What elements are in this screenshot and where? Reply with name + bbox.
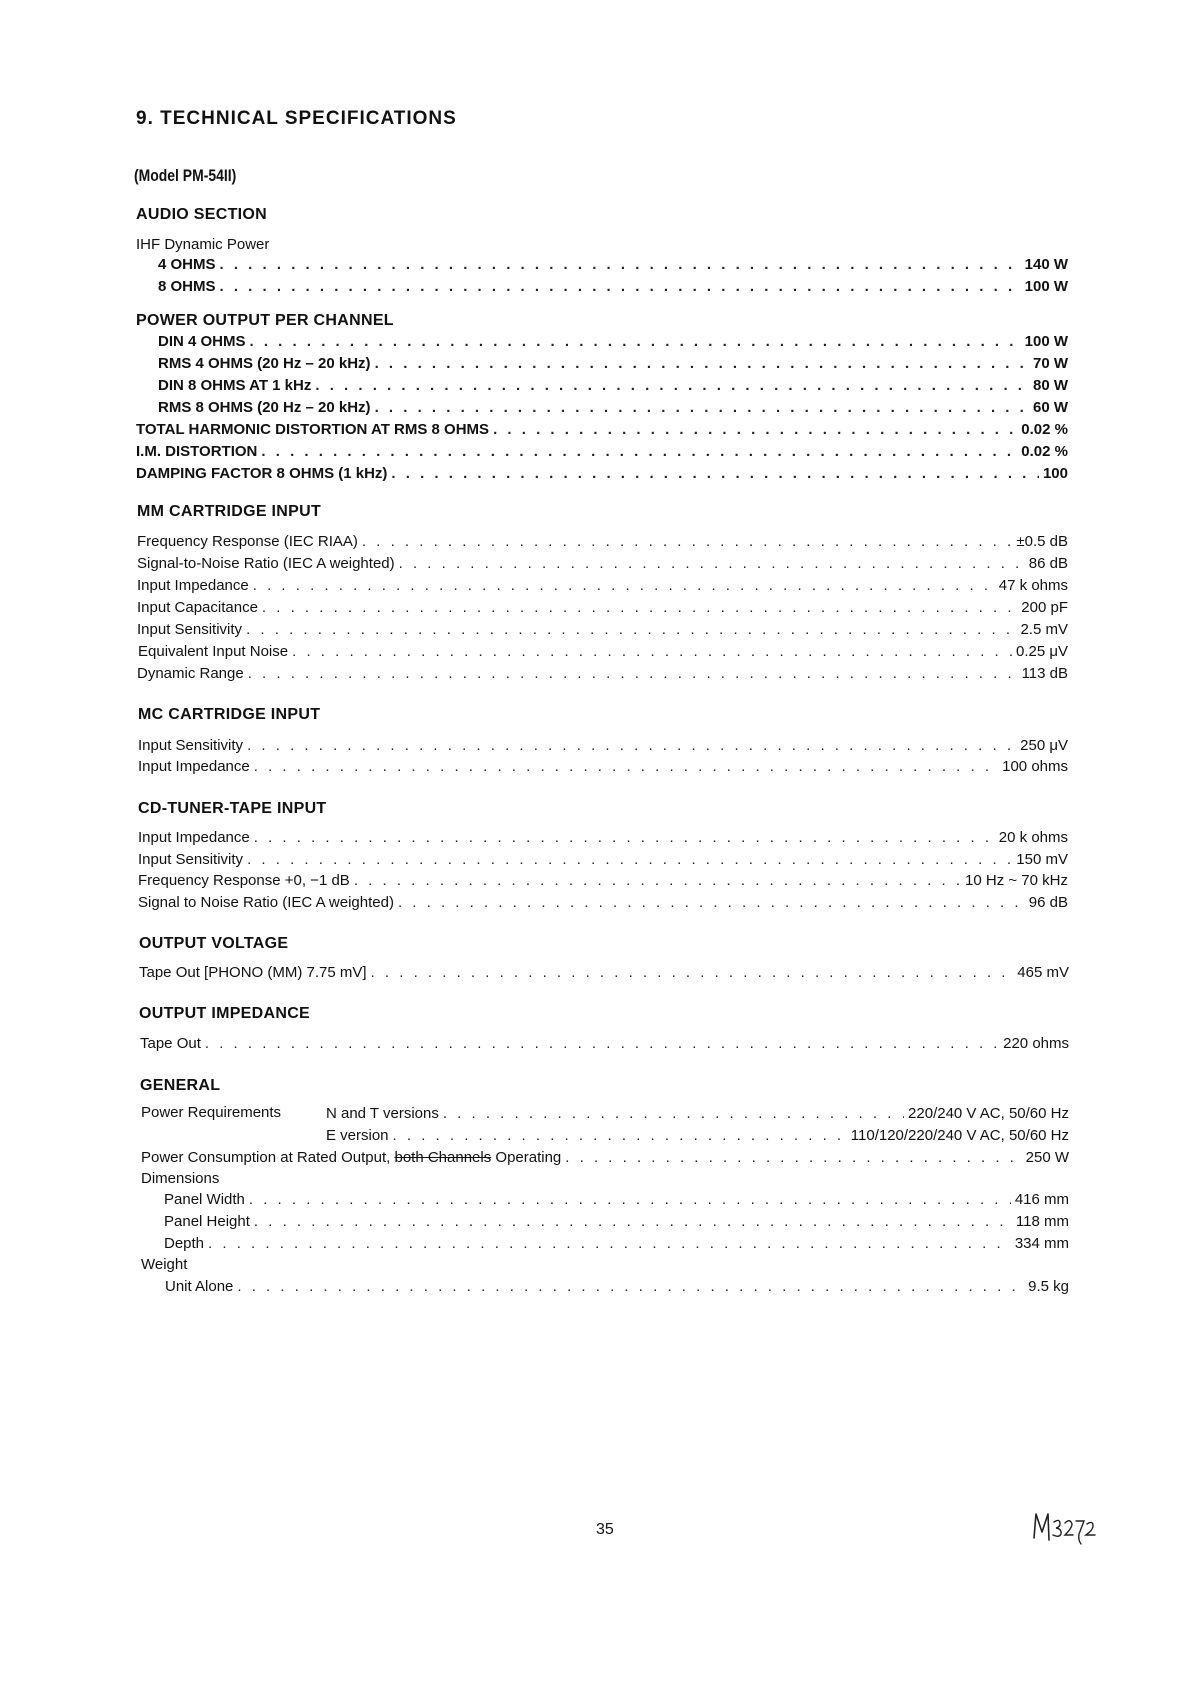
leader-dots <box>375 398 1029 418</box>
spec-value: 150 mV <box>1016 851 1068 868</box>
leader-dots <box>261 442 1017 462</box>
spec-label: Input Impedance <box>138 829 250 846</box>
leader-dots <box>292 642 1012 662</box>
leader-dots <box>247 736 1016 756</box>
leader-dots <box>246 620 1016 640</box>
leader-dots <box>393 1126 847 1146</box>
spec-label: Input Impedance <box>137 577 249 594</box>
spec-row <box>138 893 1068 913</box>
dimensions-label: Dimensions <box>141 1170 220 1187</box>
leader-dots <box>237 1277 1024 1297</box>
leader-dots <box>247 850 1012 870</box>
spec-value: 140 W <box>1024 256 1068 273</box>
spec-row <box>137 576 1068 596</box>
ihf-label: IHF Dynamic Power <box>136 236 270 253</box>
spec-value: 250 μV <box>1020 737 1068 754</box>
spec-value: 200 pF <box>1021 599 1068 616</box>
spec-row <box>137 598 1068 618</box>
cd-input-heading: CD-TUNER-TAPE INPUT <box>138 800 327 817</box>
leader-dots <box>398 893 1025 913</box>
spec-value: 110/120/220/240 V AC, 50/60 Hz <box>850 1127 1069 1144</box>
spec-value: 250 W <box>1025 1149 1069 1166</box>
spec-label: Depth <box>164 1235 205 1252</box>
spec-row <box>138 828 1068 848</box>
spec-value: 47 k ohms <box>998 577 1068 594</box>
leader-dots <box>371 963 1014 983</box>
leader-dots <box>362 532 1012 552</box>
spec-row <box>158 376 1068 396</box>
leader-dots <box>250 332 1021 352</box>
spec-label: Signal-to-Noise Ratio (IEC A weighted) <box>137 555 395 572</box>
spec-value: ±0.5 dB <box>1016 533 1068 550</box>
spec-value: 0.25 μV <box>1015 643 1068 660</box>
spec-row <box>158 332 1068 352</box>
spec-value: 100 <box>1042 465 1068 482</box>
leader-dots <box>493 420 1017 440</box>
spec-row <box>138 871 1068 891</box>
mc-input-heading: MC CARTRIDGE INPUT <box>138 706 321 723</box>
spec-label: Dynamic Range <box>137 665 244 682</box>
spec-value: 2.5 mV <box>1020 621 1068 638</box>
spec-label: Input Impedance <box>138 758 250 775</box>
spec-label: 8 OHMS <box>158 278 216 295</box>
spec-label: Equivalent Input Noise <box>138 643 289 660</box>
spec-row <box>137 620 1068 640</box>
spec-value: 220 ohms <box>1003 1035 1069 1052</box>
spec-value: 118 mm <box>1015 1213 1069 1230</box>
spec-label: DAMPING FACTOR 8 OHMS (1 kHz) <box>136 465 388 482</box>
spec-label: Panel Width <box>164 1191 245 1208</box>
spec-row <box>139 963 1069 983</box>
spec-value: 465 mV <box>1017 964 1069 981</box>
leader-dots <box>375 354 1029 374</box>
spec-row <box>137 532 1068 552</box>
leader-dots <box>262 598 1017 618</box>
spec-row <box>165 1277 1069 1297</box>
spec-value: 80 W <box>1032 377 1068 394</box>
spec-row <box>136 442 1068 462</box>
spec-label: DIN 8 OHMS AT 1 kHz <box>158 377 312 394</box>
spec-value: 334 mm <box>1014 1235 1069 1252</box>
spec-value: 20 k ohms <box>998 829 1068 846</box>
spec-label: Input Sensitivity <box>138 851 244 868</box>
spec-label: TOTAL HARMONIC DISTORTION AT RMS 8 OHMS <box>136 421 490 438</box>
leader-dots <box>254 828 995 848</box>
spec-label <box>141 1148 561 1168</box>
spec-label: Input Sensitivity <box>137 621 243 638</box>
leader-dots <box>248 664 1018 684</box>
spec-row <box>326 1126 1069 1146</box>
spec-label: Panel Height <box>164 1213 250 1230</box>
power-output-heading: POWER OUTPUT PER CHANNEL <box>136 312 394 329</box>
spec-row <box>164 1234 1069 1254</box>
spec-value: 100 W <box>1024 333 1068 350</box>
leader-dots <box>253 576 995 596</box>
spec-row <box>137 554 1068 574</box>
spec-label: Input Sensitivity <box>138 737 244 754</box>
spec-row <box>158 277 1068 297</box>
leader-dots <box>220 277 1021 297</box>
leader-dots <box>354 871 961 891</box>
spec-label: RMS 8 OHMS (20 Hz – 20 kHz) <box>158 399 371 416</box>
spec-value: 416 mm <box>1014 1191 1069 1208</box>
spec-value: 0.02 % <box>1021 443 1068 460</box>
spec-value: 96 dB <box>1028 894 1068 911</box>
leader-dots <box>254 1212 1012 1232</box>
spec-label: Signal to Noise Ratio (IEC A weighted) <box>138 894 394 911</box>
spec-row <box>138 642 1068 662</box>
audio-section-heading: AUDIO SECTION <box>136 206 268 223</box>
spec-value: 220/240 V AC, 50/60 Hz <box>908 1105 1069 1122</box>
spec-value: 0.02 % <box>1021 421 1068 438</box>
spec-label: Frequency Response +0, −1 dB <box>138 872 350 889</box>
spec-row <box>137 664 1068 684</box>
spec-label: Tape Out <box>140 1035 201 1052</box>
spec-label: E version <box>326 1127 389 1144</box>
spec-label: I.M. DISTORTION <box>136 443 258 460</box>
spec-label: RMS 4 OHMS (20 Hz – 20 kHz) <box>158 355 371 372</box>
spec-value: 70 W <box>1032 355 1068 372</box>
leader-dots <box>254 757 998 777</box>
leader-dots <box>391 464 1039 484</box>
spec-label: Tape Out [PHONO (MM) 7.75 mV] <box>139 964 367 981</box>
page-number: 35 <box>596 1521 614 1538</box>
power-requirements-label: Power Requirements <box>141 1104 282 1121</box>
spec-label: Frequency Response (IEC RIAA) <box>137 533 358 550</box>
spec-row <box>158 255 1068 275</box>
spec-row <box>136 464 1068 484</box>
consumption-suffix: Operating <box>491 1149 562 1166</box>
spec-value: 9.5 kg <box>1028 1278 1069 1295</box>
spec-row <box>138 736 1068 756</box>
spec-label: 4 OHMS <box>158 256 216 273</box>
struck-text: both Channels <box>394 1149 492 1166</box>
spec-value: 100 W <box>1024 278 1068 295</box>
model-label: (Model PM-54II) <box>134 166 237 185</box>
page-title: 9. TECHNICAL SPECIFICATIONS <box>136 108 457 129</box>
spec-row <box>158 354 1068 374</box>
spec-row <box>141 1148 1069 1168</box>
weight-label: Weight <box>141 1256 188 1273</box>
output-impedance-heading: OUTPUT IMPEDANCE <box>139 1005 311 1022</box>
leader-dots <box>315 376 1029 396</box>
spec-value: 60 W <box>1032 399 1068 416</box>
leader-dots <box>220 255 1021 275</box>
leader-dots <box>205 1034 999 1054</box>
mm-input-heading: MM CARTRIDGE INPUT <box>137 503 322 520</box>
spec-row <box>138 757 1068 777</box>
spec-value: 86 dB <box>1028 555 1068 572</box>
leader-dots <box>443 1104 904 1124</box>
spec-row <box>158 398 1068 418</box>
consumption-prefix: Power Consumption at Rated Output, <box>141 1149 395 1166</box>
spec-value: 113 dB <box>1021 665 1068 682</box>
spec-row <box>138 850 1068 870</box>
spec-label: DIN 4 OHMS <box>158 333 246 350</box>
spec-value: 10 Hz ~ 70 kHz <box>965 872 1068 889</box>
spec-label: Unit Alone <box>165 1278 234 1295</box>
leader-dots <box>208 1234 1011 1254</box>
spec-row <box>136 420 1068 440</box>
spec-label: Input Capacitance <box>137 599 258 616</box>
leader-dots <box>565 1148 1021 1168</box>
general-heading: GENERAL <box>140 1077 221 1094</box>
spec-row <box>326 1104 1069 1124</box>
handwritten-signature <box>1030 1508 1100 1548</box>
output-voltage-heading: OUTPUT VOLTAGE <box>139 935 289 952</box>
spec-row <box>164 1190 1069 1210</box>
leader-dots <box>399 554 1025 574</box>
spec-label: N and T versions <box>326 1105 439 1122</box>
leader-dots <box>249 1190 1011 1210</box>
spec-row <box>140 1034 1069 1054</box>
spec-value: 100 ohms <box>1002 758 1068 775</box>
spec-row <box>164 1212 1069 1232</box>
